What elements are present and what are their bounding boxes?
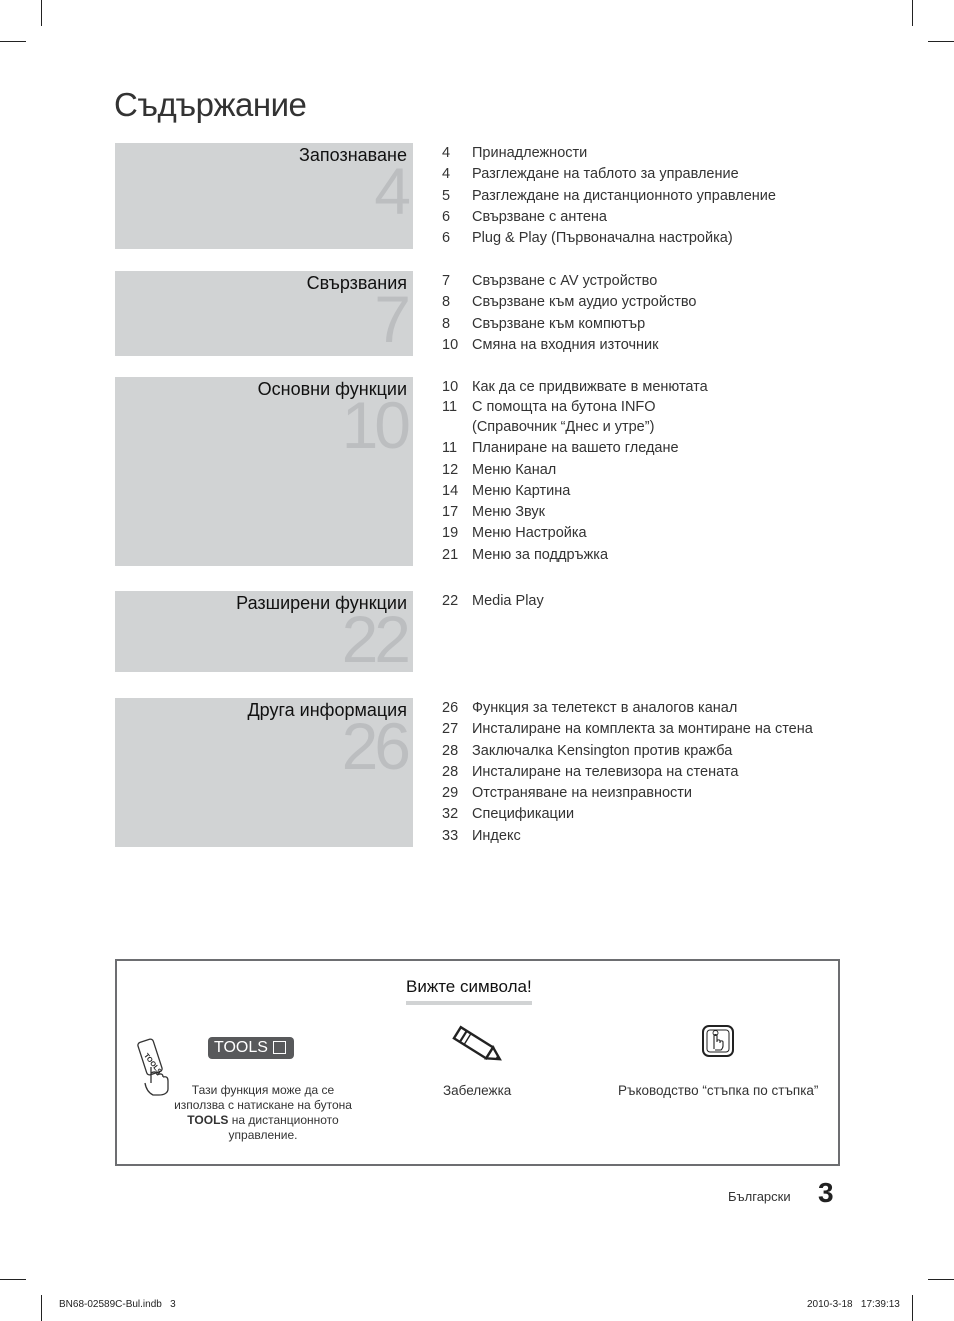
toc-item-text: Свързване към аудио устройство xyxy=(472,294,697,311)
toc-item-page: 26 xyxy=(442,700,459,716)
toc-item-text: Свързване към компютър xyxy=(472,315,646,332)
symbols-legend-box xyxy=(115,959,840,1166)
toc-item[interactable] xyxy=(442,143,776,164)
toc-list xyxy=(442,698,813,847)
toc-item[interactable] xyxy=(442,523,708,544)
toc-item-page: 4 xyxy=(442,145,451,161)
toc-list xyxy=(442,377,708,566)
toc-item[interactable] xyxy=(442,271,696,292)
toc-item-page: 19 xyxy=(442,525,459,542)
toc-item-text: Отстраняване на неизправности xyxy=(472,785,693,802)
toc-item-text: Инсталиране на телевизора на стената xyxy=(472,763,739,780)
toc-item-page: 28 xyxy=(442,763,459,780)
toc-list xyxy=(442,271,696,356)
toc-item-text: Функция за телетекст в аналогов канал xyxy=(472,700,738,716)
toc-item-text: Заключалка Kensington против кражба xyxy=(472,742,733,759)
symbols-heading: Вижте символа! xyxy=(406,977,532,1005)
note-label: Забележка xyxy=(443,1083,512,1098)
toc-item-page: 11 xyxy=(442,440,458,457)
toc-item-page: 10 xyxy=(442,379,459,395)
crop-mark xyxy=(912,1295,913,1321)
toc-item-page: 14 xyxy=(442,482,459,499)
tools-desc-bold: TOOLS xyxy=(187,1113,229,1127)
toc-item-page: 21 xyxy=(442,546,459,563)
crop-mark xyxy=(41,0,42,26)
toc-item-text: Разглеждане на таблото за управление xyxy=(472,166,739,183)
page-title: Съдържание xyxy=(114,86,307,123)
toc-item-page: 29 xyxy=(442,785,459,802)
toc-item-page: 4 xyxy=(442,166,451,183)
section-header-box xyxy=(115,698,413,847)
toc-item-text: Media Play xyxy=(472,593,544,609)
toc-item-page: 32 xyxy=(442,806,459,823)
remote-tools-label: TOOLS xyxy=(142,1052,163,1076)
toc-item[interactable] xyxy=(442,207,776,228)
toc-item-text: Индекс xyxy=(472,827,521,844)
section-title: Запознаване xyxy=(299,145,407,165)
crop-mark xyxy=(41,1295,42,1321)
toc-section-advanced-features xyxy=(115,591,949,673)
toc-item-page: 7 xyxy=(442,273,451,289)
toc-item-text: Спецификации xyxy=(472,806,575,823)
section-title: Друга информация xyxy=(247,700,407,720)
toc-list xyxy=(442,591,544,612)
toc-item[interactable] xyxy=(442,719,813,740)
toc-item[interactable] xyxy=(442,292,696,313)
print-slug-date: 2010-3-18 17:39:13 xyxy=(807,1299,900,1310)
toc-item-text: Инсталиране на комплекта за монтиране на стена xyxy=(472,721,813,738)
toc-item[interactable] xyxy=(442,741,813,762)
toc-section-connections xyxy=(115,271,949,357)
toc-item-page: 8 xyxy=(442,294,451,311)
tools-desc-line: използва с натискане на бутона xyxy=(174,1098,352,1112)
toc-item-page: 6 xyxy=(442,230,451,247)
toc-item-page: 8 xyxy=(442,315,451,332)
toc-item-text: Меню Канал xyxy=(472,461,557,478)
crop-mark xyxy=(928,41,954,42)
toc-item-page: 22 xyxy=(442,593,459,609)
toc-item[interactable] xyxy=(442,804,813,825)
toc-item-page: 28 xyxy=(442,742,459,759)
step-guide-label: Ръководство “стъпка по стъпка” xyxy=(618,1083,819,1098)
toc-item-text: Принадлежности xyxy=(472,145,588,161)
toc-item[interactable] xyxy=(442,377,708,398)
toc-section-getting-started xyxy=(115,143,949,251)
section-page-number: 7 xyxy=(374,282,407,356)
toc-item[interactable] xyxy=(442,502,708,523)
toc-item[interactable] xyxy=(442,164,776,185)
toc-item-page: 11 xyxy=(442,399,458,416)
toc-item[interactable] xyxy=(442,698,813,719)
pencil-note-icon xyxy=(450,1023,506,1067)
toc-item-text: Меню Картина xyxy=(472,482,571,499)
remote-hand-icon xyxy=(137,1037,173,1097)
toc-item-text: Меню за поддръжка xyxy=(472,546,609,563)
toc-item[interactable] xyxy=(442,481,708,502)
section-header-box xyxy=(115,143,413,249)
crop-mark xyxy=(928,1279,954,1280)
toc-item-text: Планиране на вашето гледане xyxy=(472,440,679,457)
toc-item-text: Свързване с AV устройство xyxy=(472,273,658,289)
section-title: Основни функции xyxy=(257,379,407,399)
section-title: Свързвания xyxy=(306,273,407,293)
toc-item-text: Смяна на входния източник xyxy=(472,336,659,353)
toc-item[interactable] xyxy=(442,783,813,804)
crop-mark xyxy=(912,0,913,26)
footer-page-number: 3 xyxy=(818,1177,834,1208)
toc-item[interactable] xyxy=(442,228,776,249)
toc-item-page: 10 xyxy=(442,336,459,353)
toc-item-page: 12 xyxy=(442,461,459,478)
section-header-box xyxy=(115,591,413,672)
tools-desc-line: Тази функция може да се xyxy=(191,1083,335,1097)
print-slug-file: BN68-02589C-Bul.indb 3 xyxy=(59,1299,176,1310)
toc-item[interactable] xyxy=(442,314,696,335)
crop-mark xyxy=(0,41,26,42)
toc-item[interactable] xyxy=(442,545,708,566)
tools-badge-label: TOOLS xyxy=(214,1039,268,1056)
tools-desc-line: на дистанционното xyxy=(228,1113,339,1127)
toc-item-text: Plug & Play (Първоначална настройка) xyxy=(472,230,733,247)
tools-desc-line: управление. xyxy=(228,1128,298,1142)
section-page-number: 4 xyxy=(374,154,407,228)
tools-description xyxy=(173,1083,353,1143)
section-header-box xyxy=(115,271,413,356)
tools-badge xyxy=(208,1037,294,1059)
toc-item-text: Меню Звук xyxy=(472,504,545,521)
toc-item[interactable] xyxy=(442,762,813,783)
section-page-number: 26 xyxy=(341,709,407,783)
toc-item-page: 5 xyxy=(442,187,451,204)
toc-item[interactable] xyxy=(442,591,544,612)
toc-item-page: 6 xyxy=(442,208,451,225)
toc-item-text: Разглеждане на дистанционното управление xyxy=(472,187,776,204)
toc-item[interactable] xyxy=(442,438,708,459)
toc-item-text: Как да се придвижвате в менютата xyxy=(472,379,708,395)
toc-section-other-information xyxy=(115,698,949,848)
section-header-box xyxy=(115,377,413,566)
toc-section-basic-features xyxy=(115,377,949,567)
toc-item[interactable] xyxy=(442,335,696,356)
toc-item-text: С помощта на бутона INFO (Справочник “Днес и утре”) xyxy=(472,399,656,435)
finger-press-icon xyxy=(701,1024,735,1058)
toc-item-text: Свързване с антена xyxy=(472,208,607,225)
tools-square-icon xyxy=(273,1041,286,1054)
toc-list xyxy=(442,143,776,249)
toc-item[interactable] xyxy=(442,460,708,481)
crop-mark xyxy=(0,1279,26,1280)
section-page-number: 10 xyxy=(341,388,407,462)
section-title: Разширени функции xyxy=(236,593,407,613)
toc-item-text: Меню Настройка xyxy=(472,525,587,542)
section-page-number: 22 xyxy=(341,602,407,672)
toc-item-page: 27 xyxy=(442,721,459,738)
toc-item-page: 17 xyxy=(442,504,459,521)
toc-item[interactable] xyxy=(442,398,708,438)
toc-item[interactable] xyxy=(442,826,813,847)
toc-item-page: 33 xyxy=(442,827,459,844)
footer-language: Български xyxy=(728,1189,791,1204)
toc-item[interactable] xyxy=(442,186,776,207)
